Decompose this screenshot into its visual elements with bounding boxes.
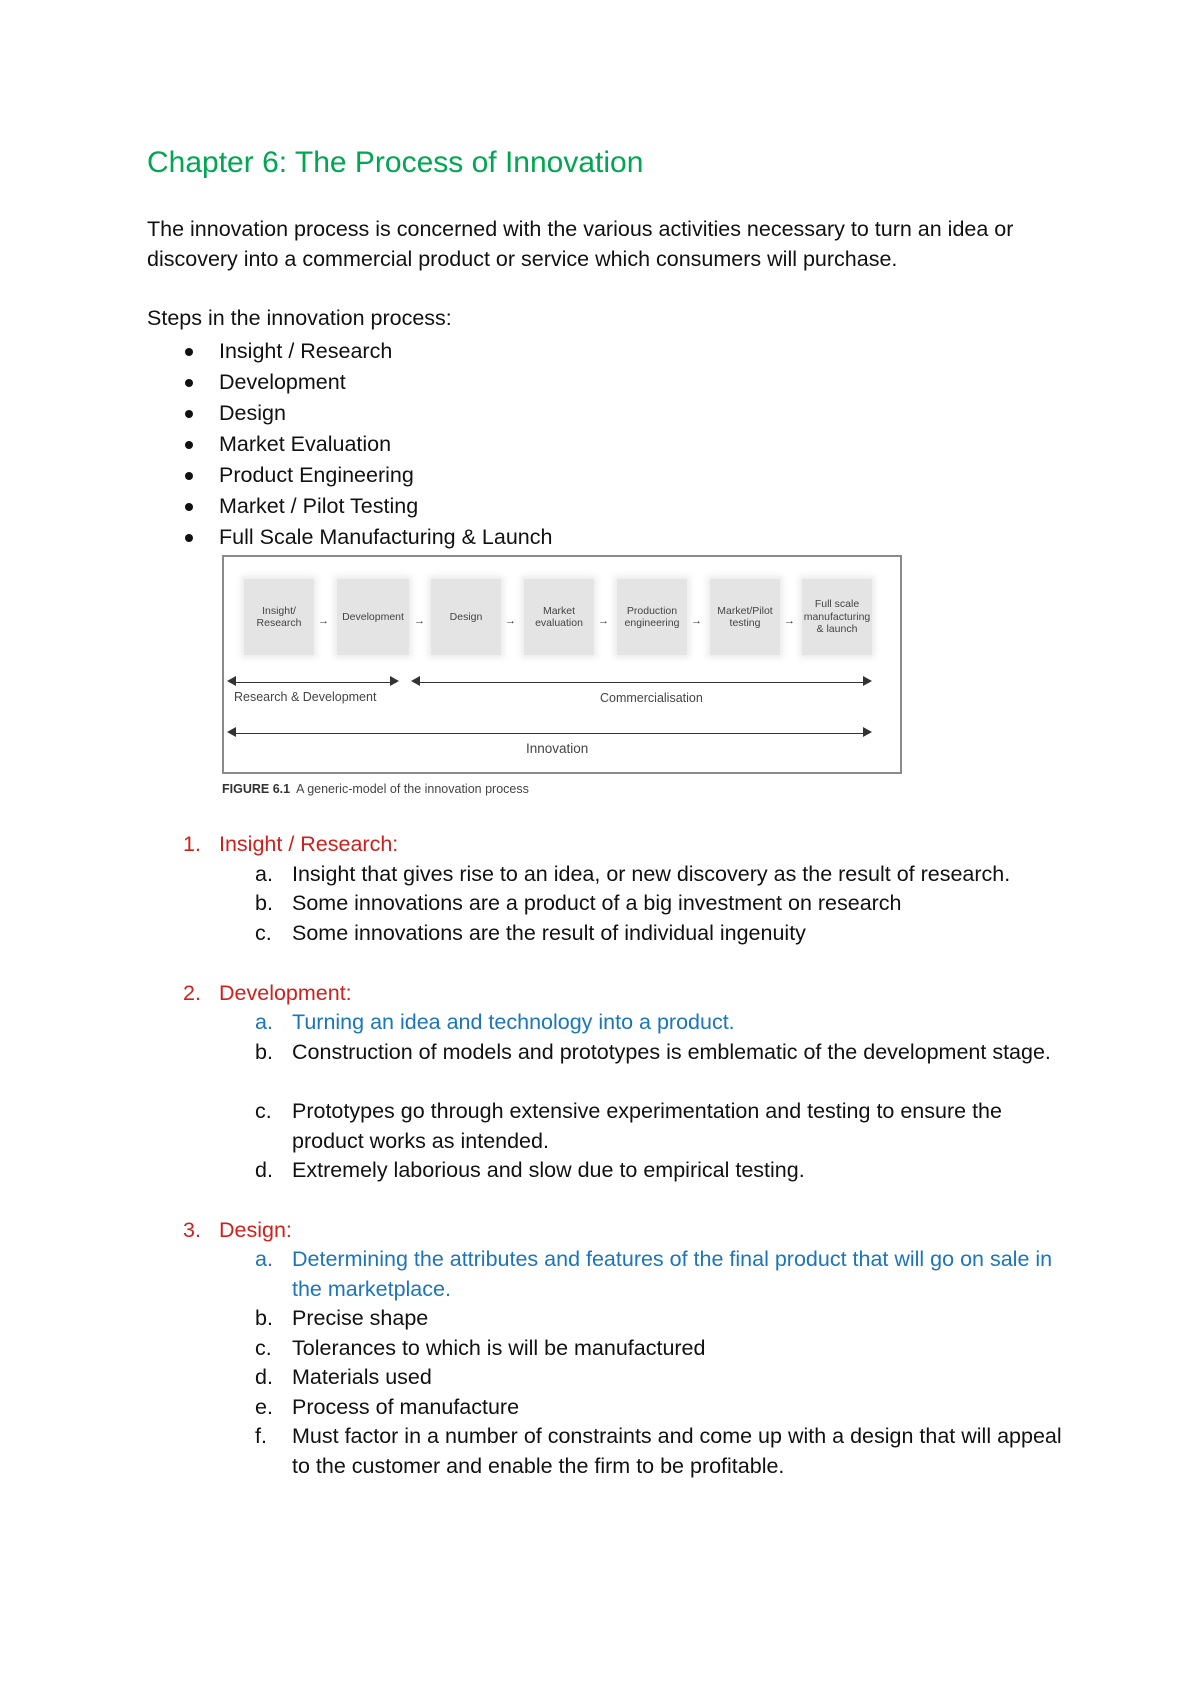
list-item: Design — [147, 398, 552, 429]
list-item: Product Engineering — [147, 460, 552, 491]
list-item: c. Prototypes go through extensive experimentation and testing to ensure the product works as intended. — [255, 1099, 1002, 1153]
commercialisation-label: Commercialisation — [600, 691, 703, 705]
innovation-timeline-arrow — [230, 733, 869, 734]
commercialisation-timeline-arrow — [414, 682, 869, 683]
figure-box-insight: Insight/ Research — [244, 579, 314, 655]
figure-box-production-engineering: Production engineering — [617, 579, 687, 655]
bullet-icon — [185, 472, 193, 480]
page-title: Chapter 6: The Process of Innovation — [147, 146, 644, 179]
figure-box-design: Design — [431, 579, 501, 655]
list-item: e. Process of manufacture — [255, 1395, 520, 1419]
section-heading-insight: 1. Insight / Research: — [183, 832, 399, 856]
list-item: a. Determining the attributes and features of the final product that will go on sale in the marketplace. — [255, 1247, 1053, 1301]
list-item: Development — [147, 367, 552, 398]
bullet-icon — [185, 503, 193, 511]
rd-timeline-arrow — [230, 682, 396, 683]
figure-box-development: Development — [337, 579, 409, 655]
list-item: c. Some innovations are the result of individual ingenuity — [255, 921, 806, 945]
arrow-icon: → — [505, 615, 516, 627]
list-item: f. Must factor in a number of constraints and come up with a design that will appeal to the customer and enable the firm to be profitable. — [255, 1424, 1062, 1478]
list-item: b. Construction of models and prototypes is emblematic of the development stage. — [255, 1040, 1051, 1064]
list-item: c. Tolerances to which is will be manufactured — [255, 1336, 706, 1360]
arrow-icon: → — [414, 615, 425, 627]
list-item: b. Some innovations are a product of a big investment on research — [255, 891, 902, 915]
arrow-icon: → — [318, 615, 329, 627]
list-item: b. Precise shape — [255, 1306, 429, 1330]
list-item: d. Materials used — [255, 1365, 432, 1389]
list-item: a. Insight that gives rise to an idea, or new discovery as the result of research. — [255, 862, 1011, 886]
arrow-icon: → — [784, 615, 795, 627]
rd-label: Research & Development — [234, 690, 377, 704]
innovation-label: Innovation — [526, 741, 589, 756]
arrow-icon: → — [691, 615, 702, 627]
bullet-icon — [185, 410, 193, 418]
steps-list — [147, 336, 552, 553]
list-item: Market Evaluation — [147, 429, 552, 460]
innovation-process-figure — [222, 555, 902, 774]
figure-box-market-evaluation: Market evaluation — [524, 579, 594, 655]
figure-caption: FIGURE 6.1 A generic-model of the innovation process — [222, 782, 529, 796]
list-item: Market / Pilot Testing — [147, 491, 552, 522]
bullet-icon — [185, 534, 193, 542]
intro-paragraph: The innovation process is concerned with the various activities necessary to turn an idea or discovery into a commercial product or service which consumers will purchase. — [147, 217, 1014, 271]
bullet-icon — [185, 441, 193, 449]
figure-box-market-pilot-testing: Market/Pilot testing — [710, 579, 780, 655]
steps-heading: Steps in the innovation process: — [147, 306, 452, 330]
list-item: d. Extremely laborious and slow due to empirical testing. — [255, 1158, 805, 1182]
bullet-icon — [185, 379, 193, 387]
list-item: Full Scale Manufacturing & Launch — [147, 522, 552, 553]
section-heading-development: 2. Development: — [183, 981, 352, 1005]
figure-box-full-scale: Full scale manufacturing & launch — [802, 579, 872, 655]
section-heading-design: 3. Design: — [183, 1218, 292, 1242]
list-item: Insight / Research — [147, 336, 552, 367]
list-item: a. Turning an idea and technology into a product. — [255, 1010, 735, 1034]
arrow-icon: → — [598, 615, 609, 627]
bullet-icon — [185, 348, 193, 356]
